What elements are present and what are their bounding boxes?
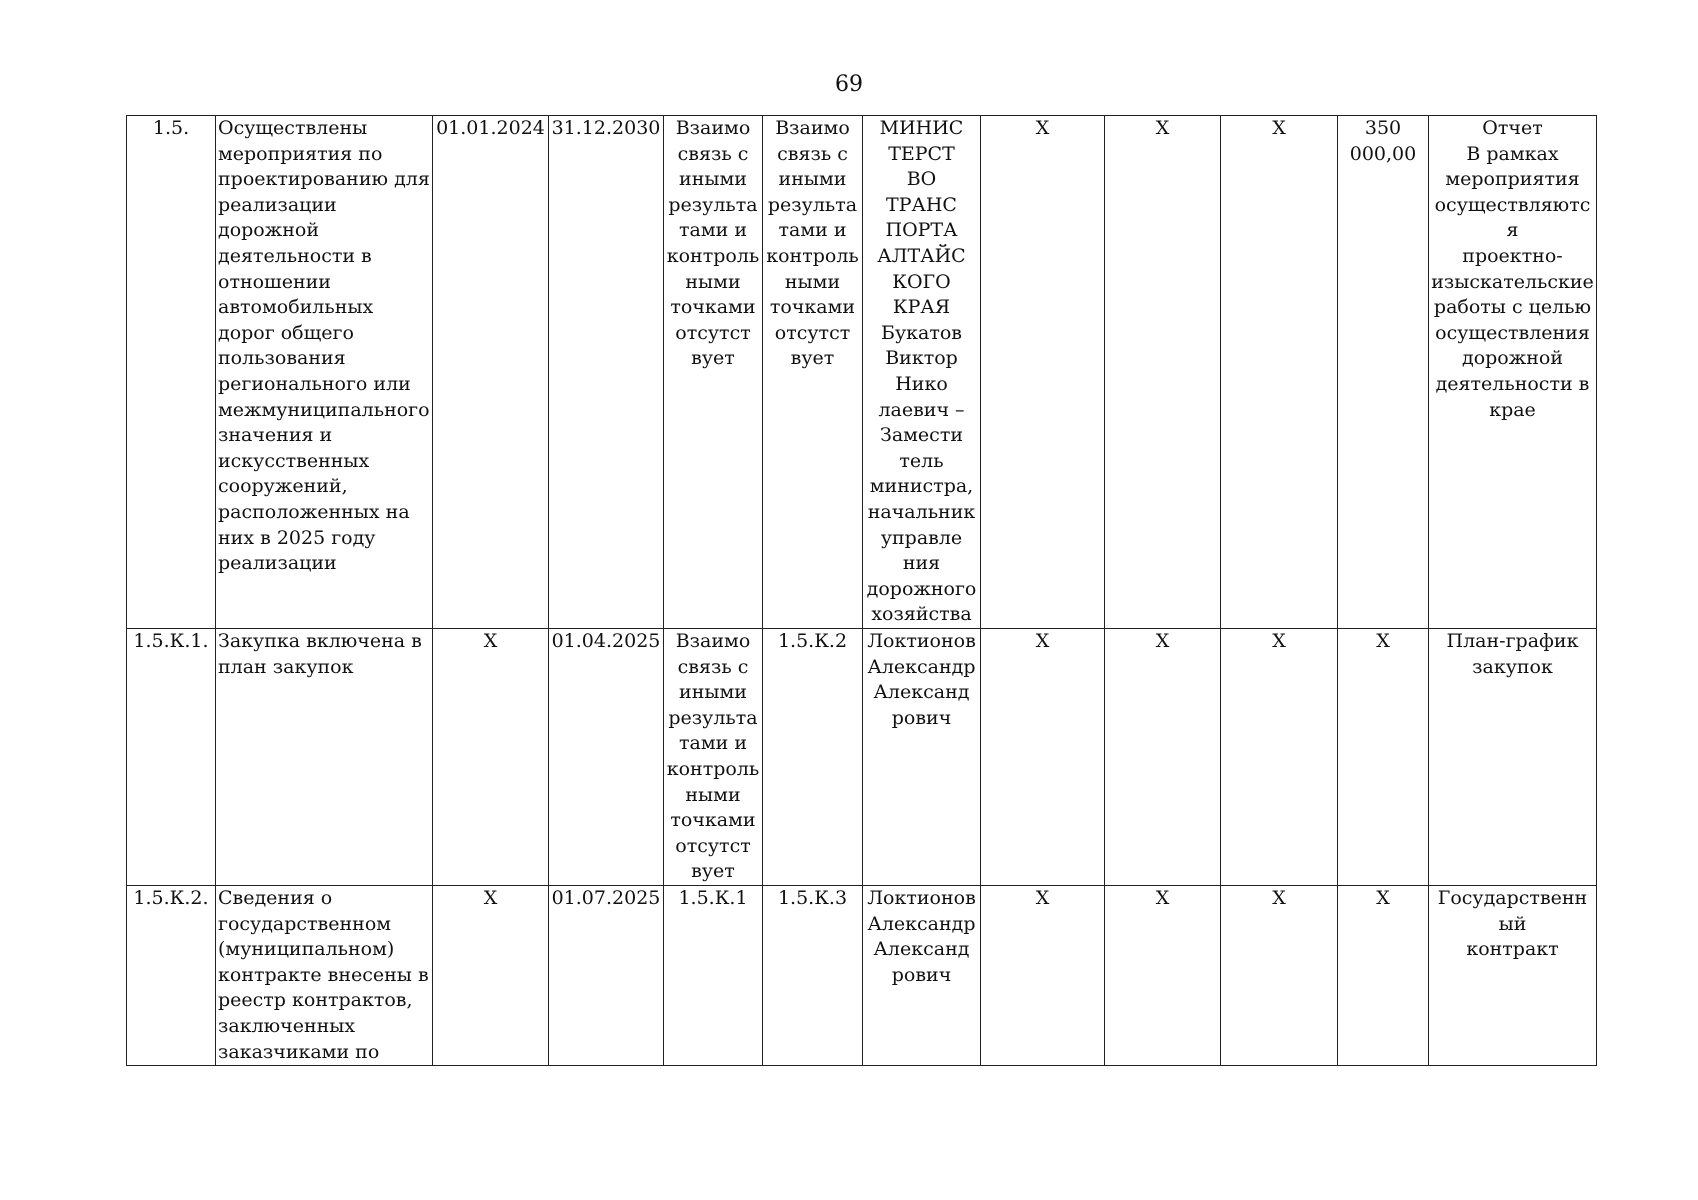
mark-cell-1: X	[981, 886, 1105, 1066]
mark-cell-3: X	[1221, 886, 1338, 1066]
plan-table	[126, 115, 1597, 1066]
table-row	[127, 116, 1597, 629]
mark-cell-2: X	[1105, 629, 1221, 886]
mark-cell-3: X	[1221, 629, 1338, 886]
mark-cell-2: X	[1105, 886, 1221, 1066]
predecessor-cell: Взаимо связь с иными результа тами и контроль ными точками отсутст вует	[664, 116, 763, 629]
table-row	[127, 886, 1597, 1066]
successor-cell: 1.5.К.2	[763, 629, 863, 886]
table-row	[127, 629, 1597, 886]
responsible-cell: МИНИС ТЕРСТ ВО ТРАНС ПОРТА АЛТАЙС КОГО КРАЯ Букатов Виктор Нико лаевич – Замести тель министра, начальник управле ния дорожного хозяйства	[863, 116, 981, 629]
page-number: 69	[835, 72, 863, 97]
amount-cell: 350 000,00	[1338, 116, 1429, 629]
mark-cell-2: X	[1105, 116, 1221, 629]
start-date-cell: X	[433, 886, 549, 1066]
end-date-cell: 01.04.2025	[549, 629, 664, 886]
end-date-cell: 31.12.2030	[549, 116, 664, 629]
mark-cell-1: X	[981, 116, 1105, 629]
document-cell: Отчет В рамках мероприятия осуществляются проектно- изыскательские работы с целью осуществления дорожной деятельности в крае	[1429, 116, 1597, 629]
document-cell: План-график закупок	[1429, 629, 1597, 886]
start-date-cell: X	[433, 629, 549, 886]
predecessor-cell: Взаимо связь с иными результа тами и контроль ными точками отсутст вует	[664, 629, 763, 886]
mark-cell-3: X	[1221, 116, 1338, 629]
responsible-cell: Локтионов Александр Александ рович	[863, 629, 981, 886]
document-cell: Государственный контракт	[1429, 886, 1597, 1066]
amount-cell: X	[1338, 886, 1429, 1066]
result-name-cell: Сведения о государственном (муниципальном) контракте внесены в реестр контрактов, заключенных заказчиками по	[216, 886, 433, 1066]
mark-cell-1: X	[981, 629, 1105, 886]
end-date-cell: 01.07.2025	[549, 886, 664, 1066]
successor-cell: Взаимо связь с иными результа тами и контроль ными точками отсутст вует	[763, 116, 863, 629]
row-number-cell: 1.5.	[127, 116, 216, 629]
responsible-cell: Локтионов Александр Александ рович	[863, 886, 981, 1066]
row-number-cell: 1.5.К.2.	[127, 886, 216, 1066]
result-name-cell: Осуществлены мероприятия по проектированию для реализации дорожной деятельности в отношении автомобильных дорог общего пользования регионального или межмуниципального значения и искусственных сооружений, расположенных на них в 2025 году реализации	[216, 116, 433, 629]
start-date-cell: 01.01.2024	[433, 116, 549, 629]
result-name-cell: Закупка включена в план закупок	[216, 629, 433, 886]
amount-cell: X	[1338, 629, 1429, 886]
row-number-cell: 1.5.К.1.	[127, 629, 216, 886]
predecessor-cell: 1.5.К.1	[664, 886, 763, 1066]
successor-cell: 1.5.К.3	[763, 886, 863, 1066]
